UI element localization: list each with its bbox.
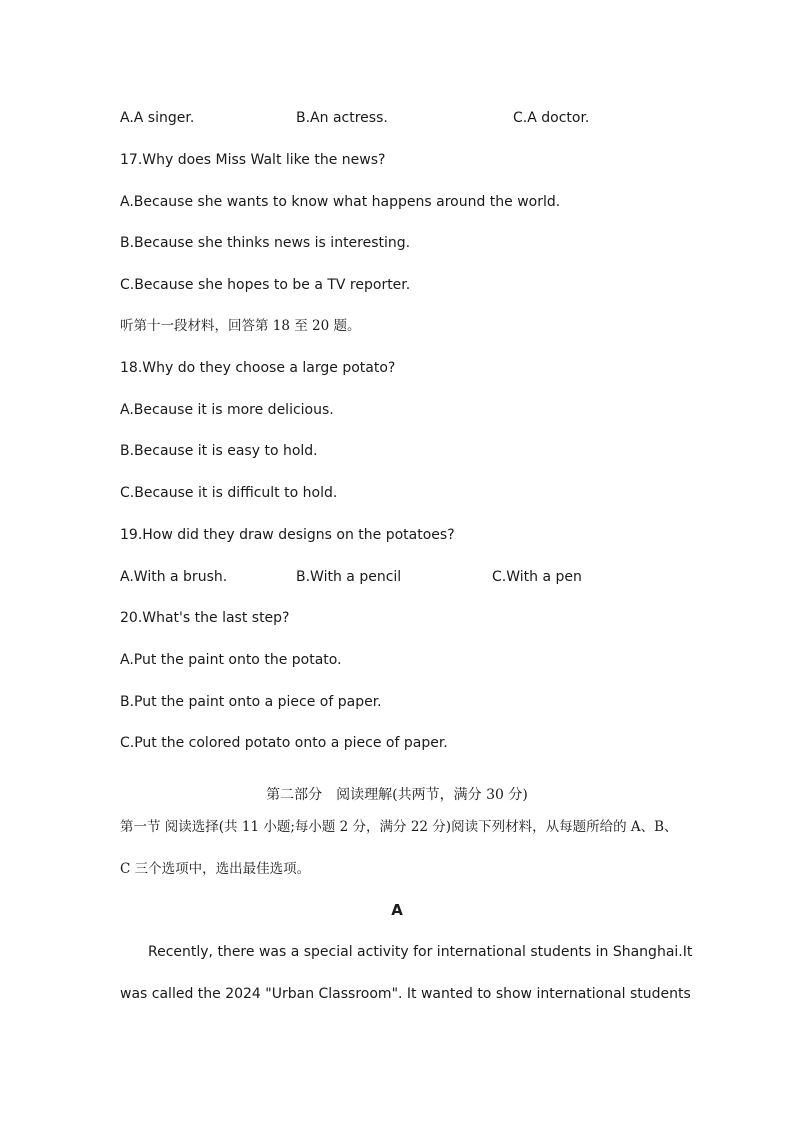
- q16-option-a: A.A singer.: [120, 110, 195, 126]
- q16-option-c: C.A doctor.: [513, 110, 590, 126]
- q19-option-c: C.With a pen: [492, 569, 582, 585]
- passage-line-1: Recently, there was a special activity for international students in Shanghai.It: [148, 944, 693, 960]
- q20-option-a: A.Put the paint onto the potato.: [120, 652, 342, 668]
- part2-title: 第二部分 阅读理解(共两节，满分 30 分): [266, 787, 528, 803]
- q17-option-b: B.Because she thinks news is interesting.: [120, 235, 411, 251]
- q18-question: 18.Why do they choose a large potato?: [120, 360, 396, 376]
- passage-line-2: was called the 2024 "Urban Classroom". It wanted to show international students: [120, 986, 691, 1002]
- q17-option-c: C.Because she hopes to be a TV reporter.: [120, 277, 411, 293]
- q16-option-b: B.An actress.: [296, 110, 388, 126]
- q20-question: 20.What's the last step?: [120, 610, 290, 626]
- listening-instruction: 听第十一段材料，回答第 18 至 20 题。: [120, 318, 361, 334]
- q17-option-a: A.Because she wants to know what happens around the world.: [120, 194, 561, 210]
- q18-option-b: B.Because it is easy to hold.: [120, 443, 318, 459]
- section1-instruction-line2: C 三个选项中，选出最佳选项。: [120, 861, 311, 877]
- q20-option-c: C.Put the colored potato onto a piece of paper.: [120, 735, 448, 751]
- q18-option-a: A.Because it is more delicious.: [120, 402, 334, 418]
- q17-question: 17.Why does Miss Walt like the news?: [120, 152, 386, 168]
- q19-option-a: A.With a brush.: [120, 569, 228, 585]
- passage-title: A: [391, 901, 403, 919]
- q20-option-b: B.Put the paint onto a piece of paper.: [120, 694, 382, 710]
- q19-option-b: B.With a pencil: [296, 569, 402, 585]
- q18-option-c: C.Because it is difficult to hold.: [120, 485, 338, 501]
- q19-question: 19.How did they draw designs on the potatoes?: [120, 527, 455, 543]
- section1-instruction-line1: 第一节 阅读选择(共 11 小题;每小题 2 分，满分 22 分)阅读下列材料，从每题所给的 A、B、: [120, 819, 678, 835]
